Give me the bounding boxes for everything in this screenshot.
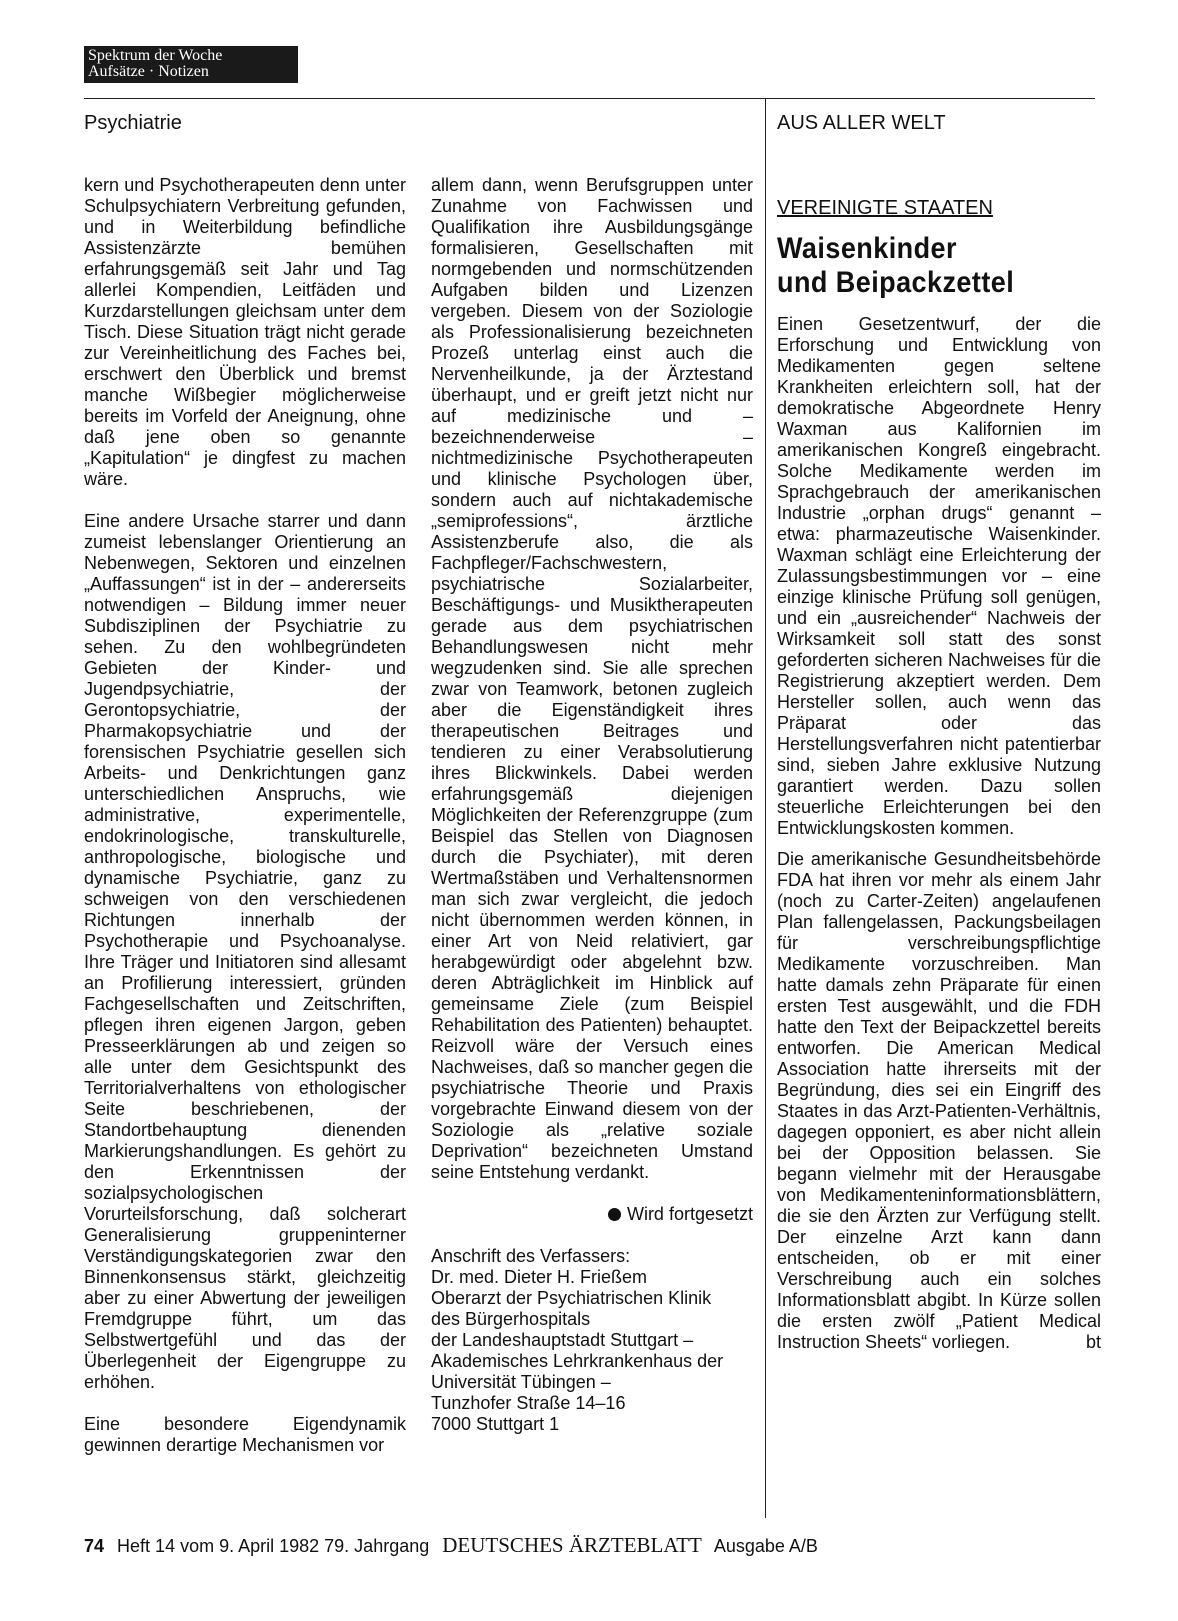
page-number: 74 <box>84 1536 105 1556</box>
paragraph: Einen Gesetzentwurf, der die Erforschung und Entwicklung von Medikamenten gegen seltene Krankheiten erleichtern soll, hat der demokratische Abgeordnete Henry Waxman aus Kalifornien im amerikanischen Kongreß eingebracht. Solche Medikamente werden im Sprachgebrauch der amerikanischen Industrie „orphan drugs“ genannt – etwa: pharmazeutische Waisenkinder. Waxman schlägt eine Erleichterung der Zulassungsbestimmungen vor – eine einzige klinische Prüfung soll genügen, und ein „ausreichender“ Nachweis der Wirksamkeit soll statt des sonst geforderten sicheren Nachweises für die Registrierung akzeptiert werden. Dem Hersteller sollen, auch wenn das Präparat oder das Herstellungsverfahren nicht patentierbar sind, sieben Jahre exklusive Nutzung garantiert werden. Dazu sollen steuerliche Erleichterungen bei den Entwicklungskosten kommen. <box>777 314 1101 838</box>
headline-line-1: Waisenkinder <box>777 232 957 265</box>
section-title-right: AUS ALLER WELT <box>777 112 946 134</box>
address-line: Anschrift des Verfassers: <box>431 1246 631 1266</box>
news-country: VEREINIGTE STAATEN <box>777 197 993 219</box>
column-divider <box>765 98 766 1518</box>
issue-info: Heft 14 vom 9. April 1982 79. Jahrgang <box>117 1536 430 1556</box>
continued-label: Wird fortgesetzt <box>626 1204 753 1224</box>
author-signature: bt <box>1085 1332 1101 1352</box>
continued-note <box>431 1204 753 1225</box>
address-line: Oberarzt der Psychiatrischen Klinik <box>431 1288 712 1308</box>
address-line: Tunzhofer Straße 14–16 <box>431 1393 626 1413</box>
paragraph-text: Die amerikanische Gesundheitsbehörde FDA hat ihren vor mehr als einem Jahr (noch zu Carter-Zeiten) angelaufenen Plan fallengelassen, Packungsbeilagen für verschreibungspflichtige Medikamente vorzuschreiben. Man hatte damals zehn Präparate für einen ersten Test ausgewählt, und die FDH hatte den Text der Beipackzettel bereits entworfen. Die American Medical Association hatte ihrerseits mit der Begründung, dies sei ein Eingriff des Staates in das Arzt-Patienten-Verhältnis, dagegen opponiert, es aber nicht allein bei der Opposition belassen. Sie begann vielmehr mit der Herausgabe von Medikamenteninformationsblättern, die sie den Ärzten zur Verfügung stellt. Der einzelne Arzt kann dann entscheiden, ob er mit einer Verschreibung auch ein solches Informationsblatt abgibt. In Kürze sollen die ersten zwölf „Patient Medical Instruction Sheets“ vorliegen. <box>777 849 1101 1352</box>
header-rule <box>84 98 1095 99</box>
bullet-icon <box>608 1208 621 1221</box>
section-badge <box>84 46 298 83</box>
article-column-2 <box>431 175 753 1435</box>
section-title-left: Psychiatrie <box>84 112 182 134</box>
address-line: der Landeshauptstadt Stuttgart – <box>431 1330 694 1350</box>
paragraph: allem dann, wenn Berufsgruppen unter Zunahme von Fachwissen und Qualifikation ihre Ausbildungsgänge formalisieren, Gesellschaften mit normgebenden und normschützenden Aufgaben bilden und Lizenzen vergeben. Diesem von der Soziologie als Professionalisierung bezeichneten Prozeß unterlag einst auch die Nervenheilkunde, ja der Ärztestand überhaupt, und er greift jetzt nicht nur auf medizinische und – bezeichnenderweise – nichtmedizinische Psychotherapeuten und klinische Psychologen über, sondern auch auf nichtakademische „semiprofessions“, ärztliche Assistenzberufe also, die als Fachpfleger/Fachschwestern, psychiatrische Sozialarbeiter, Beschäftigungs- und Musiktherapeuten gerade aus dem psychiatrischen Behandlungswesen nicht mehr wegzudenken sind. Sie alle sprechen zwar von Teamwork, betonen zugleich aber die Eigenständigkeit ihres therapeutischen Beitrages und tendieren zu einer Verabsolutierung ihres Blickwinkels. Dabei werden erfahrungsgemäß diejenigen Möglichkeiten der Referenzgruppe (zum Beispiel das Stellen von Diagnosen durch die Psychiater), mit deren Wertmaßstäben und Verhaltensnormen man sich zwar vergleicht, die jedoch nicht übernommen werden können, in einer Art von Neid relativiert, gar herabgewürdigt oder abgelehnt bzw. deren Abträglichkeit im Hinblick auf gemeinsame Ziele (zum Beispiel Rehabilitation des Patienten) behauptet. Reizvoll wäre der Versuch eines Nachweises, daß so mancher gegen die psychiatrische Theorie und Praxis vorgebrachte Einwand diesem von der Soziologie als „relative soziale Deprivation“ bezeichneten Umstand seine Entstehung verdankt. <box>431 175 753 1182</box>
address-line: Universität Tübingen – <box>431 1372 611 1392</box>
paragraph: Eine andere Ursache starrer und dann zumeist lebenslanger Orientierung an Nebenwegen, Sektoren und einzelnen „Auffassungen“ ist in der – andererseits notwendigen – Bildung immer neuer Subdisziplinen der Psychiatrie zu sehen. Zu den wohlbegründeten Gebieten der Kinder- und Jugendpsychiatrie, der Gerontopsychiatrie, der Pharmakopsychiatrie und der forensischen Psychiatrie gesellen sich Arbeits- und Denkrichtungen ganz unterschiedlichen Anspruchs, wie administrative, experimentelle, endokrinologische, transkulturelle, anthropologische, biologische und dynamische Psychiatrie, ganz zu schweigen von den verschiedenen Richtungen innerhalb der Psychotherapie und Psychoanalyse. Ihre Träger und Initiatoren sind allesamt an Profilierung interessiert, gründen Fachgesellschaften und Zeitschriften, pflegen ihren eigenen Jargon, geben Presseerklärungen ab und zeigen so alle unter dem Gesichtspunkt des Territorialverhaltens von ethologischer Seite beschriebenen, der Standortbehauptung dienenden Markierungshandlungen. Es gehört zu den Erkenntnissen der sozialpsychologischen Vorurteilsforschung, daß solcherart Generalisierung gruppeninterner Verständigungskategorien zwar den Binnenkonsensus stärkt, gleichzeitig aber zu einer Abwertung der jeweiligen Fremdgruppe führt, um das Selbstwertgefühl und das der Überlegenheit der Eigengruppe zu erhöhen. <box>84 511 406 1392</box>
paragraph <box>777 849 1101 1353</box>
badge-line-2: Aufsätze · Notizen <box>88 63 209 80</box>
address-line: Akademisches Lehrkrankenhaus der <box>431 1351 724 1371</box>
paragraph: kern und Psychotherapeuten denn unter Schulpsychiatern Verbreitung gefunden, und in Weiterbildung befindliche Assistenzärzte bemühen erfahrungsgemäß seit Jahr und Tag allerlei Kompendien, Leitfäden und Kurzdarstellungen gleichsam unter dem Tisch. Diese Situation trägt nicht gerade zur Vereinheitlichung des Faches bei, erschwert den Überblick und bremst manche Wißbegier möglicherweise bereits im Vorfeld der Aneignung, ohne daß jene oben so genannte „Kapitulation“ je dingfest zu machen wäre. <box>84 175 406 489</box>
page-footer <box>84 1533 818 1558</box>
edition: Ausgabe A/B <box>713 1536 818 1556</box>
address-line: 7000 Stuttgart 1 <box>431 1414 560 1434</box>
news-headline <box>777 232 1014 300</box>
article-column-1 <box>84 175 406 1477</box>
journal-name: DEUTSCHES ÄRZTEBLATT <box>442 1533 702 1557</box>
author-address <box>431 1246 753 1435</box>
address-line: Dr. med. Dieter H. Frießem <box>431 1267 648 1287</box>
badge-line-1: Spektrum der Woche <box>88 47 223 64</box>
headline-line-2: und Beipackzettel <box>777 266 1015 299</box>
news-column <box>777 314 1101 1363</box>
address-line: des Bürgerhospitals <box>431 1309 591 1329</box>
paragraph: Eine besondere Eigendynamik gewinnen derartige Mechanismen vor <box>84 1414 406 1455</box>
